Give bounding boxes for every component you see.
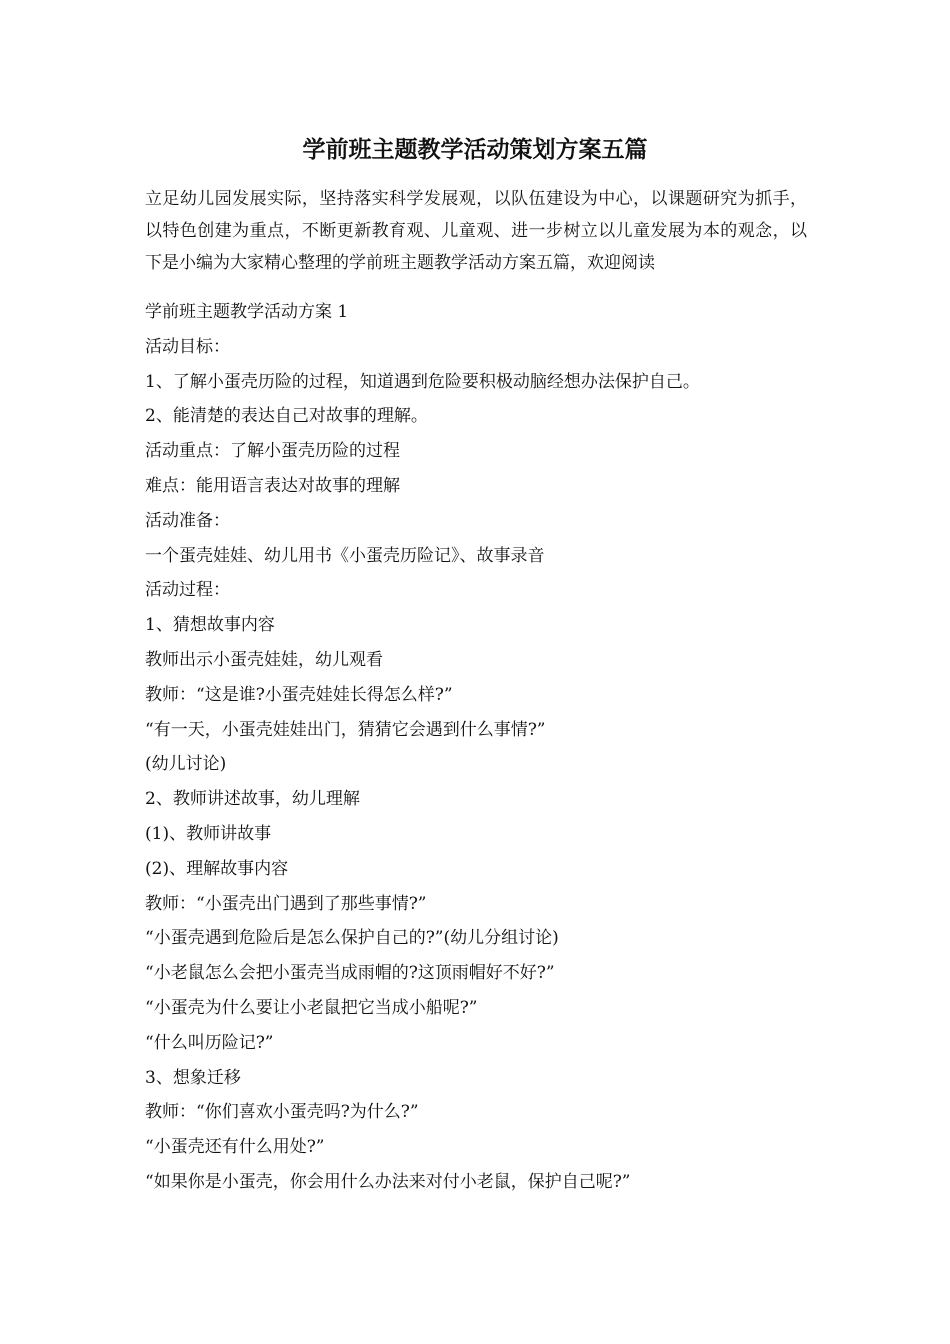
text-line: 教师：“小蛋壳出门遇到了那些事情?” (145, 893, 427, 914)
section-heading: 学前班主题教学活动方案 1 (145, 302, 349, 322)
text-line: “小老鼠怎么会把小蛋壳当成雨帽的?这顶雨帽好不好?” (145, 963, 555, 984)
text-line: 3、想象迁移 (145, 1067, 241, 1088)
text-line: 教师出示小蛋壳娃娃，幼儿观看 (145, 649, 383, 670)
text-line: 1、猜想故事内容 (145, 615, 275, 636)
text-line: 教师：“这是谁?小蛋壳娃娃长得怎么样?” (145, 684, 453, 705)
text-line: (2)、理解故事内容 (145, 858, 289, 879)
text-line: (1)、教师讲故事 (145, 823, 272, 844)
document-body (145, 295, 807, 1200)
text-line: 活动过程： (145, 580, 230, 601)
text-line: 活动目标： (145, 336, 230, 357)
text-line: “小蛋壳为什么要让小老鼠把它当成小船呢?” (145, 997, 478, 1018)
text-line: 一个蛋壳娃娃、幼儿用书《小蛋壳历险记》、故事录音 (145, 545, 545, 566)
document-title: 学前班主题教学活动策划方案五篇 (302, 136, 648, 163)
text-line: “如果你是小蛋壳，你会用什么办法来对付小老鼠，保护自己呢?” (145, 1171, 631, 1192)
text-line: 教师：“你们喜欢小蛋壳吗?为什么?” (145, 1102, 419, 1123)
text-line: 难点：能用语言表达对故事的理解 (145, 475, 400, 496)
intro-paragraph: 立足幼儿园发展实际，坚持落实科学发展观，以队伍建设为中心，以课题研究为抓手，以特色创建为重点，不断更新教育观、儿童观、进一步树立以儿童发展为本的观念，以下是小编为大家精心整理的学前班主题教学活动方案五篇，欢迎阅读 (145, 189, 807, 273)
text-line: 1、了解小蛋壳历险的过程，知道遇到危险要积极动脑经想办法保护自己。 (145, 371, 700, 392)
text-line: “小蛋壳遇到危险后是怎么保护自己的?”(幼儿分组讨论) (145, 928, 559, 949)
text-line: 活动重点：了解小蛋壳历险的过程 (145, 441, 400, 462)
text-line: 2、教师讲述故事，幼儿理解 (145, 789, 360, 810)
text-line: (幼儿讨论) (145, 754, 227, 775)
text-line: 2、能清楚的表达自己对故事的理解。 (145, 406, 428, 427)
text-line: “有一天，小蛋壳娃娃出门，猜猜它会遇到什么事情?” (145, 719, 546, 740)
text-line: 活动准备： (145, 510, 230, 531)
text-line: “什么叫历险记?” (145, 1032, 274, 1053)
text-line: “小蛋壳还有什么用处?” (145, 1137, 325, 1158)
